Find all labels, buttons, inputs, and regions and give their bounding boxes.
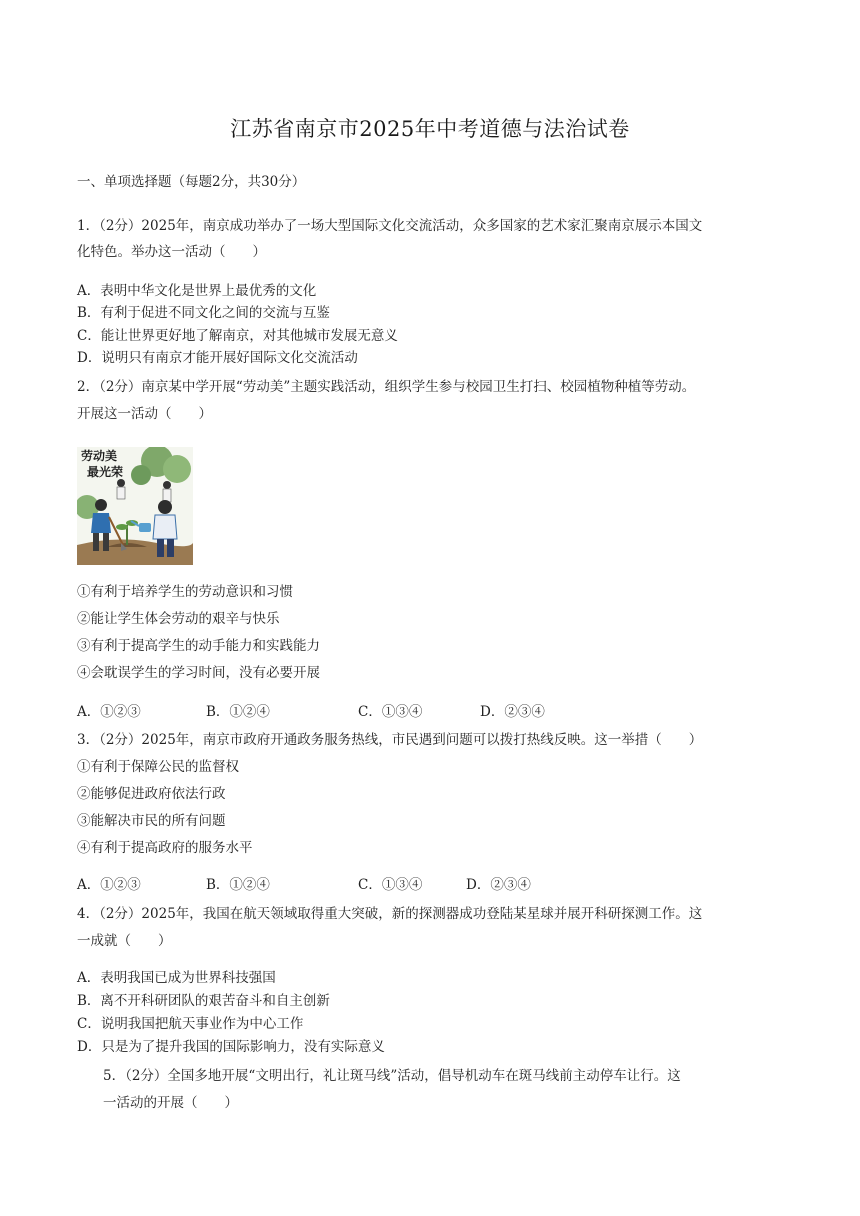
question-2-statement-1: ①有利于培养学生的劳动意识和习惯 xyxy=(77,584,293,600)
question-3-statement-3: ③能解决市民的所有问题 xyxy=(77,813,226,829)
question-5-stem-line-1: 5．（2分）全国多地开展“文明出行，礼让斑马线”活动，倡导机动车在斑马线前主动停车让行。这 xyxy=(103,1068,681,1084)
question-4-stem-line-2: 一成就（ ） xyxy=(77,933,172,949)
question-1-option-a: A．表明中华文化是世界上最优秀的文化 xyxy=(77,283,317,299)
question-2-choice-b: B．①②④ xyxy=(206,704,270,720)
question-4-option-d: D．只是为了提升我国的国际影响力，没有实际意义 xyxy=(77,1039,385,1055)
question-2-choice-a: A．①②③ xyxy=(77,704,141,720)
question-3-choice-d: D．②③④ xyxy=(466,877,531,893)
labor-illustration-image xyxy=(77,447,193,565)
question-3-statement-2: ②能够促进政府依法行政 xyxy=(77,786,226,802)
section-heading: 一、单项选择题（每题2分，共30分） xyxy=(77,174,306,190)
question-1-stem-line-2: 化特色。举办这一活动（ ） xyxy=(77,244,266,260)
question-1-stem-line-1: 1．（2分）2025年，南京成功举办了一场大型国际文化交流活动，众多国家的艺术家汇聚南京展示本国文 xyxy=(77,218,703,234)
question-3-choice-c: C．①③④ xyxy=(358,877,423,893)
question-3-statement-1: ①有利于保障公民的监督权 xyxy=(77,759,239,775)
question-2-stem-line-1: 2．（2分）南京某中学开展“劳动美”主题实践活动，组织学生参与校园卫生打扫、校园植物种植等劳动。 xyxy=(77,379,696,395)
illustration-caption-line-1: 劳动美 xyxy=(81,449,118,463)
question-2-choice-c: C．①③④ xyxy=(358,704,423,720)
question-1-option-d: D．说明只有南京才能开展好国际文化交流活动 xyxy=(77,350,358,366)
question-1-option-c: C．能让世界更好地了解南京，对其他城市发展无意义 xyxy=(77,328,398,344)
question-2-statement-2: ②能让学生体会劳动的艰辛与快乐 xyxy=(77,611,280,627)
question-3-statement-4: ④有利于提高政府的服务水平 xyxy=(77,840,253,856)
question-3-stem-line-1: 3．（2分）2025年，南京市政府开通政务服务热线，市民遇到问题可以拨打热线反映。这一举措（ ） xyxy=(77,732,703,748)
question-2-choice-d: D．②③④ xyxy=(480,704,545,720)
illustration-caption-line-2: 最光荣 xyxy=(87,465,124,479)
question-4-stem-line-1: 4．（2分）2025年，我国在航天领域取得重大突破，新的探测器成功登陆某星球并展开科研探测工作。这 xyxy=(77,906,703,922)
question-1-option-b: B．有利于促进不同文化之间的交流与互鉴 xyxy=(77,305,330,321)
question-4-option-a: A．表明我国已成为世界科技强国 xyxy=(77,970,276,986)
exam-title: 江苏省南京市2025年中考道德与法治试卷 xyxy=(230,117,630,141)
question-2-stem-line-2: 开展这一活动（ ） xyxy=(77,406,212,422)
question-2-statement-3: ③有利于提高学生的动手能力和实践能力 xyxy=(77,638,320,654)
question-4-option-b: B．离不开科研团队的艰苦奋斗和自主创新 xyxy=(77,993,330,1009)
question-3-choice-a: A．①②③ xyxy=(77,877,141,893)
question-2-statement-4: ④会耽误学生的学习时间，没有必要开展 xyxy=(77,665,320,681)
question-4-option-c: C．说明我国把航天事业作为中心工作 xyxy=(77,1016,304,1032)
question-5-stem-line-2: 一活动的开展（ ） xyxy=(103,1095,238,1111)
question-3-choice-b: B．①②④ xyxy=(206,877,270,893)
